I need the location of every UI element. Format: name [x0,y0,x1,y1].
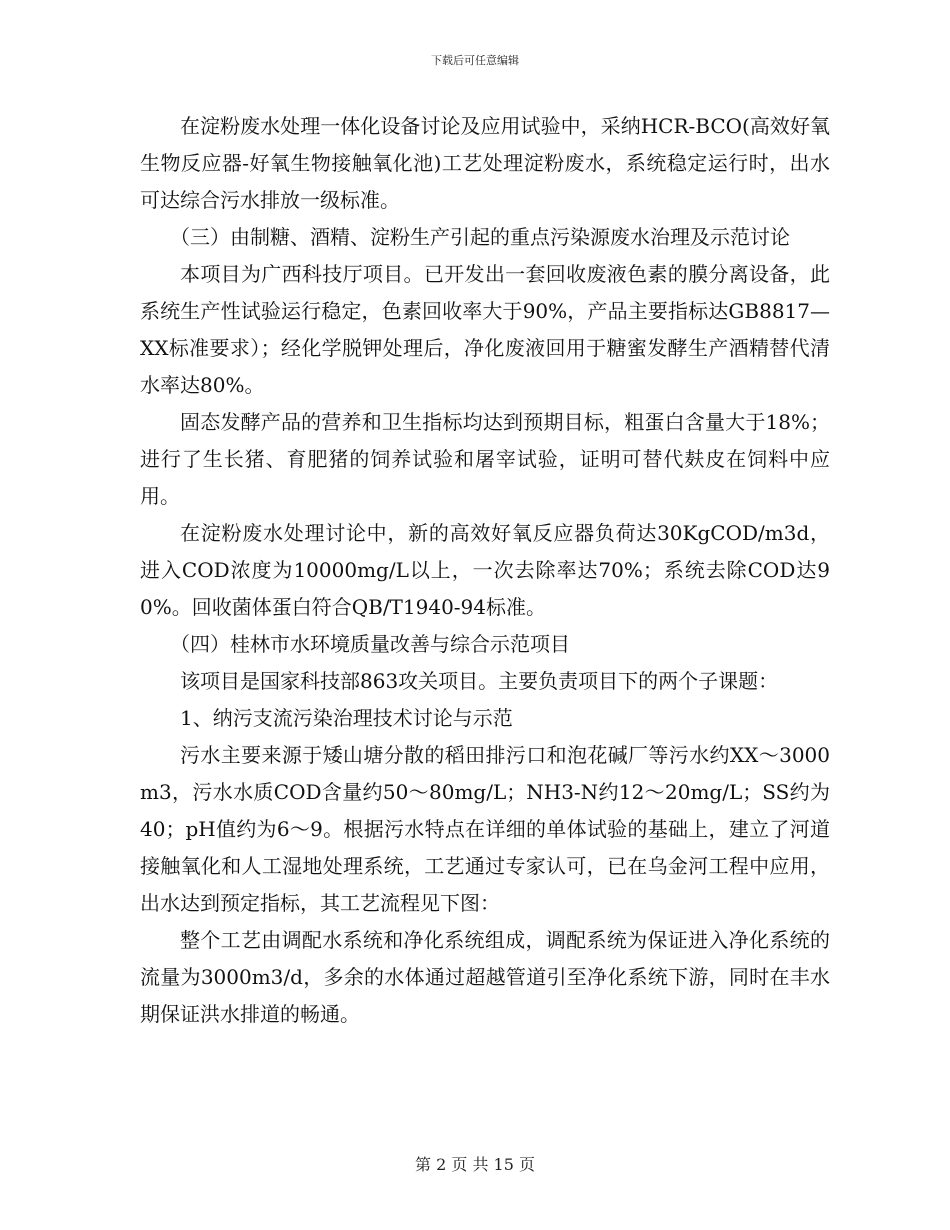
paragraph-sewage-source: 污水主要来源于矮山塘分散的稻田排污口和泡花碱厂等污水约XX～3000m3，污水水质COD含量约50～80mg/L；NH3-N约12～20mg/L；SS约为40；pH值约为6～9。根据污水特点在详细的单体试验的基础上，建立了河道接触氧化和人工湿地处理系统，工艺通过专家认可，已在乌金河工程中应用，出水达到预定指标，其工艺流程见下图： [140,743,830,915]
page-header: 下载后可任意编辑 [431,54,519,67]
section-heading-4: （四）桂林市水环境质量改善与综合示范项目 [170,632,570,656]
paragraph-fermentation: 固态发酵产品的营养和卫生指标均达到预期目标，粗蛋白含量大于18%；进行了生长猪、育肥猪的饲养试验和屠宰试验，证明可替代麸皮在饲料中应用。 [140,410,830,508]
paragraph-863-project: 该项目是国家科技部863攻关项目。主要负责项目下的两个子课题： [180,669,779,693]
section-heading-3: （三）由制糖、酒精、淀粉生产引起的重点污染源废水治理及示范讨论 [170,225,790,249]
paragraph-starch-wastewater: 在淀粉废水处理讨论中，新的高效好氧反应器负荷达30KgCOD/m3d，进入COD浓度为10000mg/L以上，一次去除率达70%；系统去除COD达90%。回收菌体蛋白符合QB/T1940-94标准。 [140,521,830,619]
document-body [140,108,830,1033]
paragraph-process-system: 整个工艺由调配水系统和净化系统组成，调配系统为保证进入净化系统的流量为3000m3/d，多余的水体通过超越管道引至净化系统下游，同时在丰水期保证洪水排道的畅通。 [140,928,830,1026]
paragraph-project-overview: 本项目为广西科技厅项目。已开发出一套回收废液色素的膜分离设备，此系统生产性试验运行稳定，色素回收率大于90%，产品主要指标达GB8817—XX标准要求）；经化学脱钾处理后，净化废液回用于糖蜜发酵生产酒精替代清水率达80%。 [140,262,830,397]
page-footer: 第 2 页 共 15 页 [415,1155,535,1174]
subheading-1: 1、纳污支流污染治理技术讨论与示范 [180,706,513,730]
paragraph-intro: 在淀粉废水处理一体化设备讨论及应用试验中，采纳HCR-BCO(高效好氧生物反应器-好氧生物接触氧化池)工艺处理淀粉废水，系统稳定运行时，出水可达综合污水排放一级标准。 [140,114,830,212]
